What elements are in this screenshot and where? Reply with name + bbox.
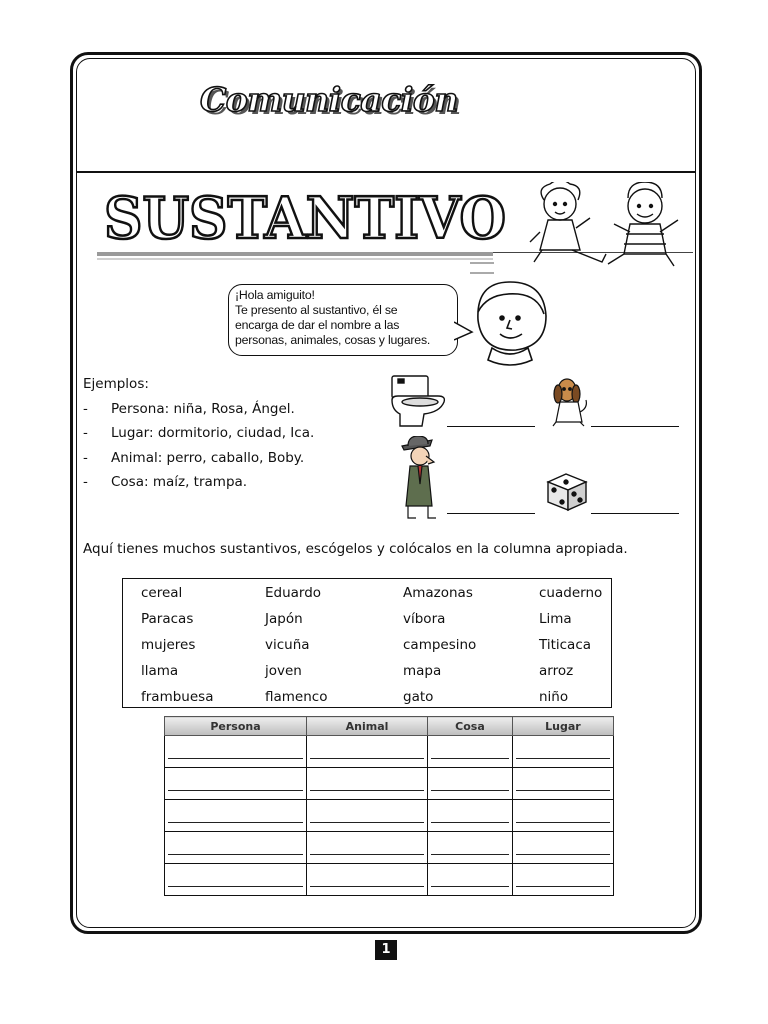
example-item	[83, 397, 314, 422]
title-underline-tab	[470, 262, 494, 274]
subject-title: Comunicación	[200, 80, 458, 119]
answer-cell[interactable]	[512, 864, 613, 896]
word-item: cereal	[141, 585, 183, 601]
examples-list	[83, 372, 314, 495]
boy-face-icon	[468, 278, 552, 366]
column-header-lugar: Lugar	[512, 717, 613, 736]
answer-cell[interactable]	[165, 864, 307, 896]
list-dash: -	[83, 400, 88, 417]
example-item	[83, 446, 314, 471]
answer-cell[interactable]	[306, 736, 427, 768]
list-dash: -	[83, 449, 88, 466]
answer-cell[interactable]	[512, 832, 613, 864]
classification-table	[164, 716, 614, 896]
bubble-line: ¡Hola amiguito!	[235, 288, 315, 302]
answer-blank[interactable]	[447, 513, 535, 514]
example-item	[83, 470, 314, 495]
title-underline	[97, 252, 493, 256]
answer-cell[interactable]	[428, 800, 513, 832]
column-header-cosa: Cosa	[428, 717, 513, 736]
table-row	[165, 768, 614, 800]
answer-cell[interactable]	[165, 736, 307, 768]
examples-heading: Ejemplos:	[83, 376, 149, 392]
answer-cell[interactable]	[165, 832, 307, 864]
word-item: Titicaca	[539, 637, 592, 653]
word-item: frambuesa	[141, 689, 214, 705]
speech-bubble	[228, 284, 458, 356]
answer-cell[interactable]	[165, 768, 307, 800]
word-item: Japón	[265, 611, 303, 627]
example-item	[83, 421, 314, 446]
example-text: Animal: perro, caballo, Boby.	[111, 449, 305, 466]
answer-cell[interactable]	[428, 864, 513, 896]
answer-blank[interactable]	[447, 426, 535, 427]
word-item: víbora	[403, 611, 446, 627]
answer-cell[interactable]	[428, 736, 513, 768]
table-row	[165, 864, 614, 896]
example-text: Persona: niña, Rosa, Ángel.	[111, 400, 295, 417]
man-icon	[394, 436, 440, 520]
bubble-line: Te presento al sustantivo, él se	[235, 303, 398, 317]
answer-cell[interactable]	[512, 800, 613, 832]
list-dash: -	[83, 474, 88, 490]
header-divider	[76, 171, 696, 173]
title-banner	[100, 182, 515, 252]
word-item: gato	[403, 689, 434, 705]
word-item: Amazonas	[403, 585, 473, 601]
column-header-persona: Persona	[165, 717, 307, 736]
example-text: Lugar: dormitorio, ciudad, Ica.	[111, 425, 315, 441]
page-number: 1	[375, 940, 397, 960]
answer-cell[interactable]	[306, 832, 427, 864]
word-item: mujeres	[141, 637, 196, 653]
word-item: Paracas	[141, 611, 194, 627]
title-underline-light	[97, 258, 493, 260]
answer-cell[interactable]	[306, 800, 427, 832]
dice-icon	[544, 470, 590, 512]
word-item: llama	[141, 663, 179, 679]
answer-blank[interactable]	[591, 426, 679, 427]
answer-cell[interactable]	[428, 768, 513, 800]
word-item: niño	[539, 689, 569, 705]
word-item: campesino	[403, 637, 477, 653]
answer-cell[interactable]	[512, 736, 613, 768]
example-text: Cosa: maíz, trampa.	[111, 474, 248, 490]
word-item: mapa	[403, 663, 442, 679]
table-row	[165, 832, 614, 864]
answer-cell[interactable]	[306, 768, 427, 800]
word-item: arroz	[539, 663, 574, 679]
word-item: Lima	[539, 611, 572, 627]
answer-cell[interactable]	[306, 864, 427, 896]
toilet-icon	[388, 374, 446, 430]
children-illustration	[520, 182, 700, 272]
word-item: vicuña	[265, 637, 310, 653]
word-item: Eduardo	[265, 585, 322, 601]
answer-cell[interactable]	[512, 768, 613, 800]
column-header-animal: Animal	[306, 717, 427, 736]
word-item: joven	[265, 663, 302, 679]
table-row	[165, 736, 614, 768]
bubble-line: encarga de dar el nombre a las	[235, 318, 400, 332]
answer-cell[interactable]	[428, 832, 513, 864]
word-item: flamenco	[265, 689, 328, 705]
dog-icon	[550, 376, 590, 430]
word-item: cuaderno	[539, 585, 603, 601]
answer-cell[interactable]	[165, 800, 307, 832]
bubble-line: personas, animales, cosas y lugares.	[235, 333, 431, 347]
answer-blank[interactable]	[591, 513, 679, 514]
word-bank	[122, 578, 612, 708]
instruction-text: Aquí tienes muchos sustantivos, escógelos y colócalos en la columna apropiada.	[83, 541, 628, 557]
list-dash: -	[83, 425, 88, 441]
lesson-title: SUSTANTIVO	[104, 185, 506, 252]
table-row	[165, 800, 614, 832]
